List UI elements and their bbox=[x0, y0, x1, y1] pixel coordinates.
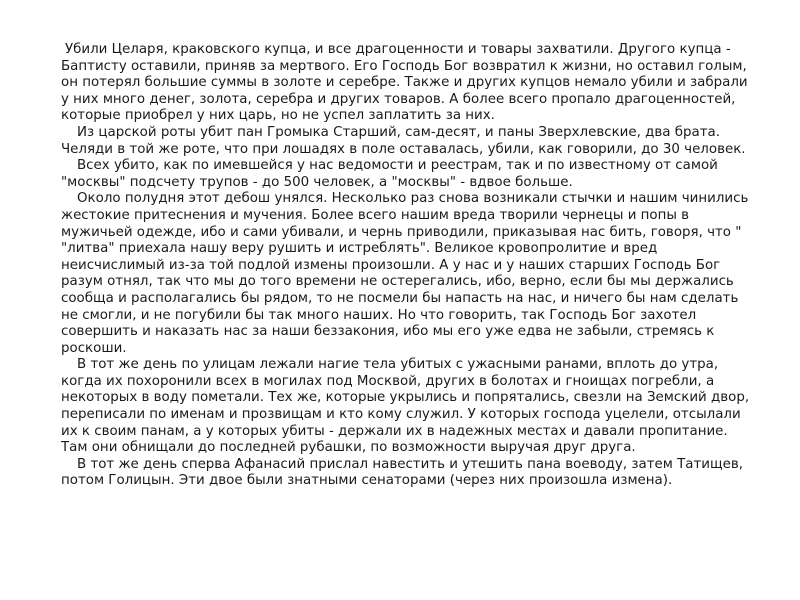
paragraph-3: Всех убито, как по имевшейся у нас ведомости и реестрам, так и по известному от самой "москвы" подсчету трупов - до 500 человек, а "москвы" - вдвое больше. bbox=[61, 158, 718, 190]
document-body bbox=[61, 42, 751, 490]
paragraph-1: Убили Целаря, краковского купца, и все драгоценности и товары захватили. Другого купца - Баптисту оставили, приняв за мертвого. Его Господь Бог возвратил к жизни, но оставил голым, он потерял большие суммы в золоте и серебре. Также и других купцов немало убили и забрали у них много денег, золота, серебра и других товаров. А более всего пропало драгоценностей, которые приобрел у них царь, но не успел заплатить за них. bbox=[61, 42, 748, 124]
paragraph-6: В тот же день сперва Афанасий прислал навестить и утешить пана воеводу, затем Татищев, потом Голицын. Эти двое были знатными сенаторами (через них произошла измена). bbox=[61, 456, 743, 489]
paragraph-2: Из царской роты убит пан Громыка Старший, сам-десят, и паны Зверхлевские, два брата. Челяди в той же роте, что при лошадях в поле оставалась, убили, как говорили, до 30 человек. bbox=[61, 124, 746, 157]
paragraph-5: В тот же день по улицам лежали нагие тела убитых с ужасными ранами, вплоть до утра, когда их похоронили всех в могилах под Москвой, других в болотах и гноищах погребли, а некоторых в воду пометали. Тех же, которые укрылись и попрятались, свезли на Земский двор, переписали по именам и прозвищам и кто кому служил. У которых господа уцелели, отсылали их к своим панам, а у которых убиты - держали их в надежных местах и давали пропитание. Там они обнищали до последней рубашки, по возможности выручая друг друга. bbox=[61, 357, 750, 456]
paragraph-4: Около полудня этот дебош унялся. Несколько раз снова возникали стычки и нашим чинились жестокие притеснения и мучения. Более всего нашим вреда творили чернецы и попы в мужичьей одежде, ибо и сами убивали, и чернь приводили, приказывая нас бить, говоря, что " "литва" приехала нашу веру рушить и истреблять". Великое кровопролитие и вред неисчислимый из-за той подлой измены произошли. А у нас и у наших старших Господь Бог разум отнял, так что мы до того времени не остерегались, ибо, верно, если бы мы держались сообща и располагались бы рядом, то не посмели бы напасть на нас, и ничего бы нам сделать не смогли, и не погубили бы так много наших. Но что говорить, так Господь Бог захотел совершить и наказать нас за наши беззакония, ибо мы его уже едва не забыли, стремясь к роскоши. bbox=[61, 191, 749, 356]
